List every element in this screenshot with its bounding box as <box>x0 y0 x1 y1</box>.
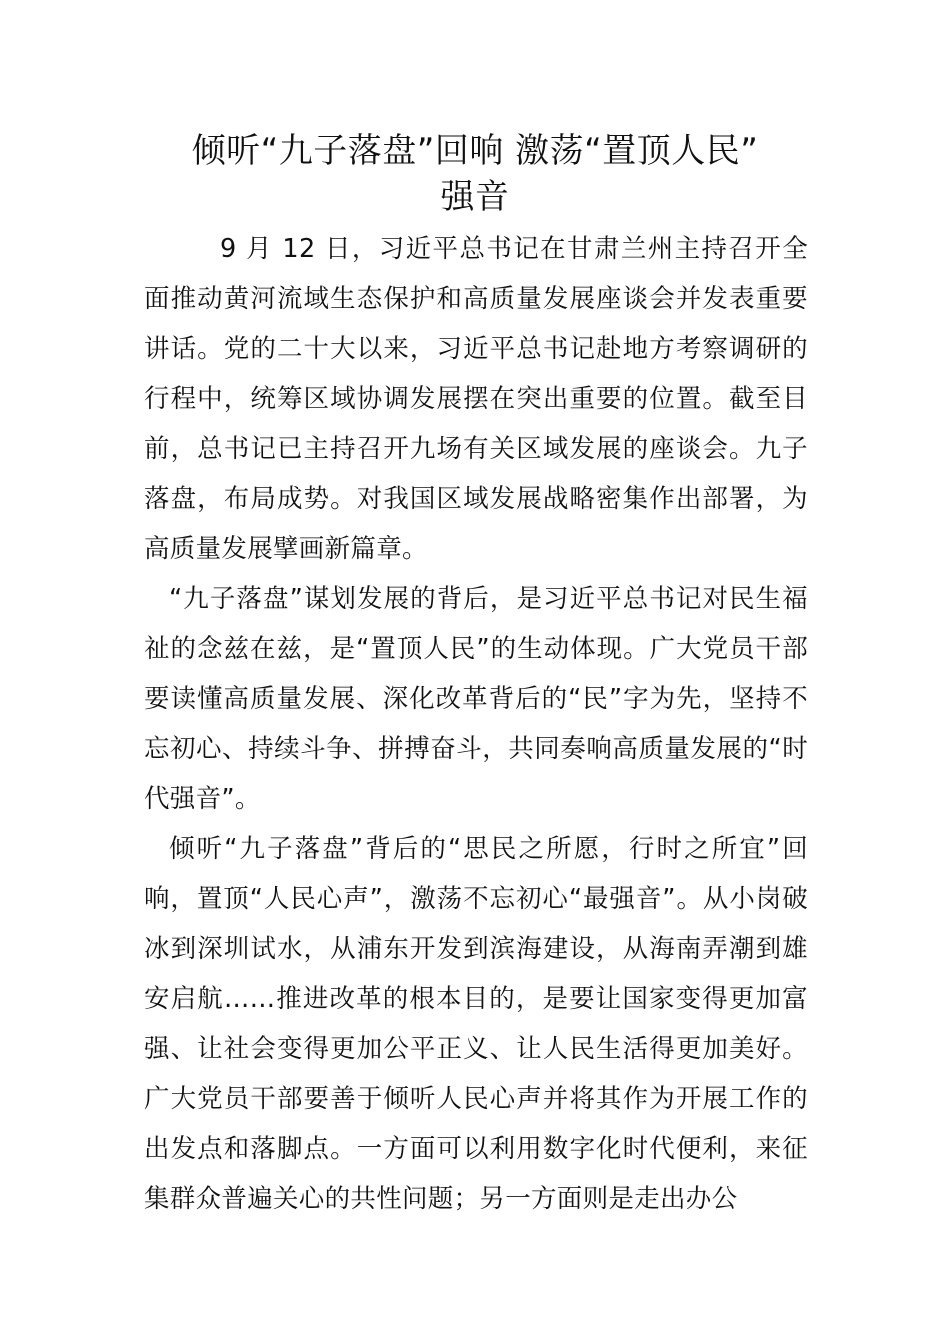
document-body <box>144 224 808 1224</box>
paragraph-1: 9 月 12 日，习近平总书记在甘肃兰州主持召开全面推动黄河流域生态保护和高质量发展座谈会并发表重要讲话。党的二十大以来，习近平总书记赴地方考察调研的行程中，统筹区域协调发展摆在突出重要的位置。截至目前，总书记已主持召开九场有关区域发展的座谈会。九子落盘，布局成势。对我国区域发展战略密集作出部署，为高质量发展擘画新篇章。 <box>144 234 808 564</box>
paragraph-3: 倾听“九子落盘”背后的“思民之所愿，行时之所宜”回响，置顶“人民心声”，激荡不忘初心“最强音”。从小岗破冰到深圳试水，从浦东开发到滨海建设，从海南弄潮到雄安启航……推进改革的根本目的，是要让国家变得更加富强、让社会变得更加公平正义、让人民生活得更加美好。广大党员干部要善于倾听人民心声并将其作为开展工作的出发点和落脚点。一方面可以利用数字化时代便利，来征集群众普遍关心的共性问题；另一方面则是走出办公 <box>144 834 808 1214</box>
paragraph-2: “九子落盘”谋划发展的背后，是习近平总书记对民生福祉的念兹在兹，是“置顶人民”的生动体现。广大党员干部要读懂高质量发展、深化改革背后的“民”字为先，坚持不忘初心、持续斗争、拼搏奋斗，共同奏响高质量发展的“时代强音”。 <box>144 584 808 814</box>
document-title <box>140 128 810 220</box>
title-line-1: 倾听“九子落盘”回响 激荡“置顶人民” <box>191 131 759 171</box>
title-line-2: 强音 <box>440 177 510 217</box>
